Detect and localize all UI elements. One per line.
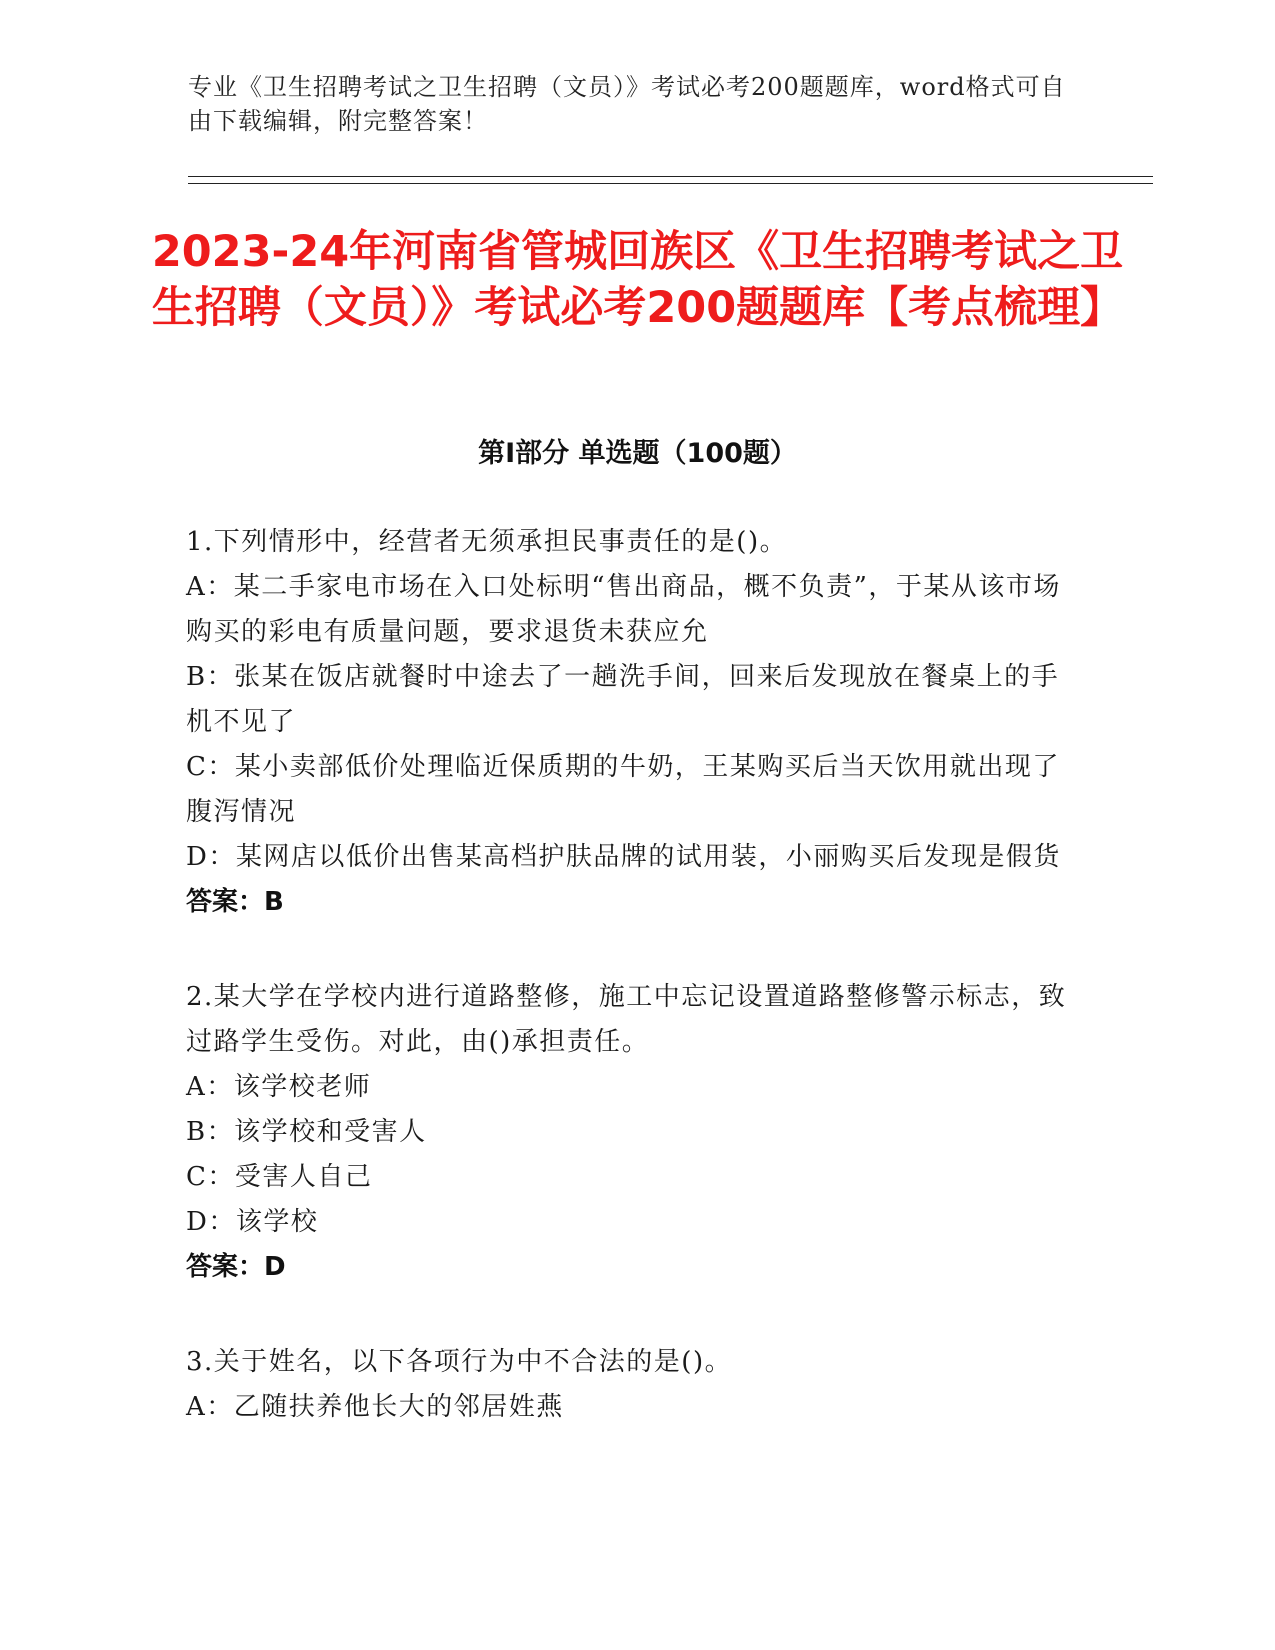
header-divider-bottom bbox=[188, 183, 1153, 184]
section-title: 第I部分 单选题（100题） bbox=[478, 438, 797, 469]
question-3 bbox=[186, 1340, 1076, 1430]
option-d: D：该学校 bbox=[186, 1207, 319, 1237]
question-list bbox=[186, 520, 1076, 1480]
question-1 bbox=[186, 520, 1076, 925]
option-a: A：某二手家电市场在入口处标明“售出商品，概不负责”，于某从该市场购买的彩电有质量问题，要求退货未获应允 bbox=[186, 572, 1061, 647]
header-divider-top bbox=[188, 176, 1153, 177]
answer-line: 答案：B bbox=[186, 887, 284, 917]
document-title: 2023-24年河南省管城回族区《卫生招聘考试之卫生招聘（文员）》考试必考200题题库【考点梳理】 bbox=[151, 227, 1124, 333]
answer-line: 答案：D bbox=[186, 1252, 286, 1282]
question-stem: 3.关于姓名，以下各项行为中不合法的是()。 bbox=[186, 1347, 733, 1377]
option-b: B：张某在饭店就餐时中途去了一趟洗手间，回来后发现放在餐桌上的手机不见了 bbox=[186, 662, 1060, 737]
header-note: 专业《卫生招聘考试之卫生招聘（文员）》考试必考200题题库，word格式可自由下载编辑，附完整答案！ bbox=[188, 73, 1066, 135]
option-a: A：该学校老师 bbox=[186, 1072, 372, 1102]
question-stem: 1.下列情形中，经营者无须承担民事责任的是()。 bbox=[186, 527, 788, 557]
option-c: C：某小卖部低价处理临近保质期的牛奶，王某购买后当天饮用就出现了腹泻情况 bbox=[186, 752, 1060, 827]
option-b: B：该学校和受害人 bbox=[186, 1117, 427, 1147]
question-stem: 2.某大学在学校内进行道路整修，施工中忘记设置道路整修警示标志，致过路学生受伤。对此，由()承担责任。 bbox=[186, 982, 1067, 1057]
question-2 bbox=[186, 975, 1076, 1290]
option-c: C：受害人自己 bbox=[186, 1162, 373, 1192]
option-d: D：某网店以低价出售某高档护肤品牌的试用装，小丽购买后发现是假货 bbox=[186, 842, 1061, 872]
option-a: A：乙随扶养他长大的邻居姓燕 bbox=[186, 1392, 564, 1422]
